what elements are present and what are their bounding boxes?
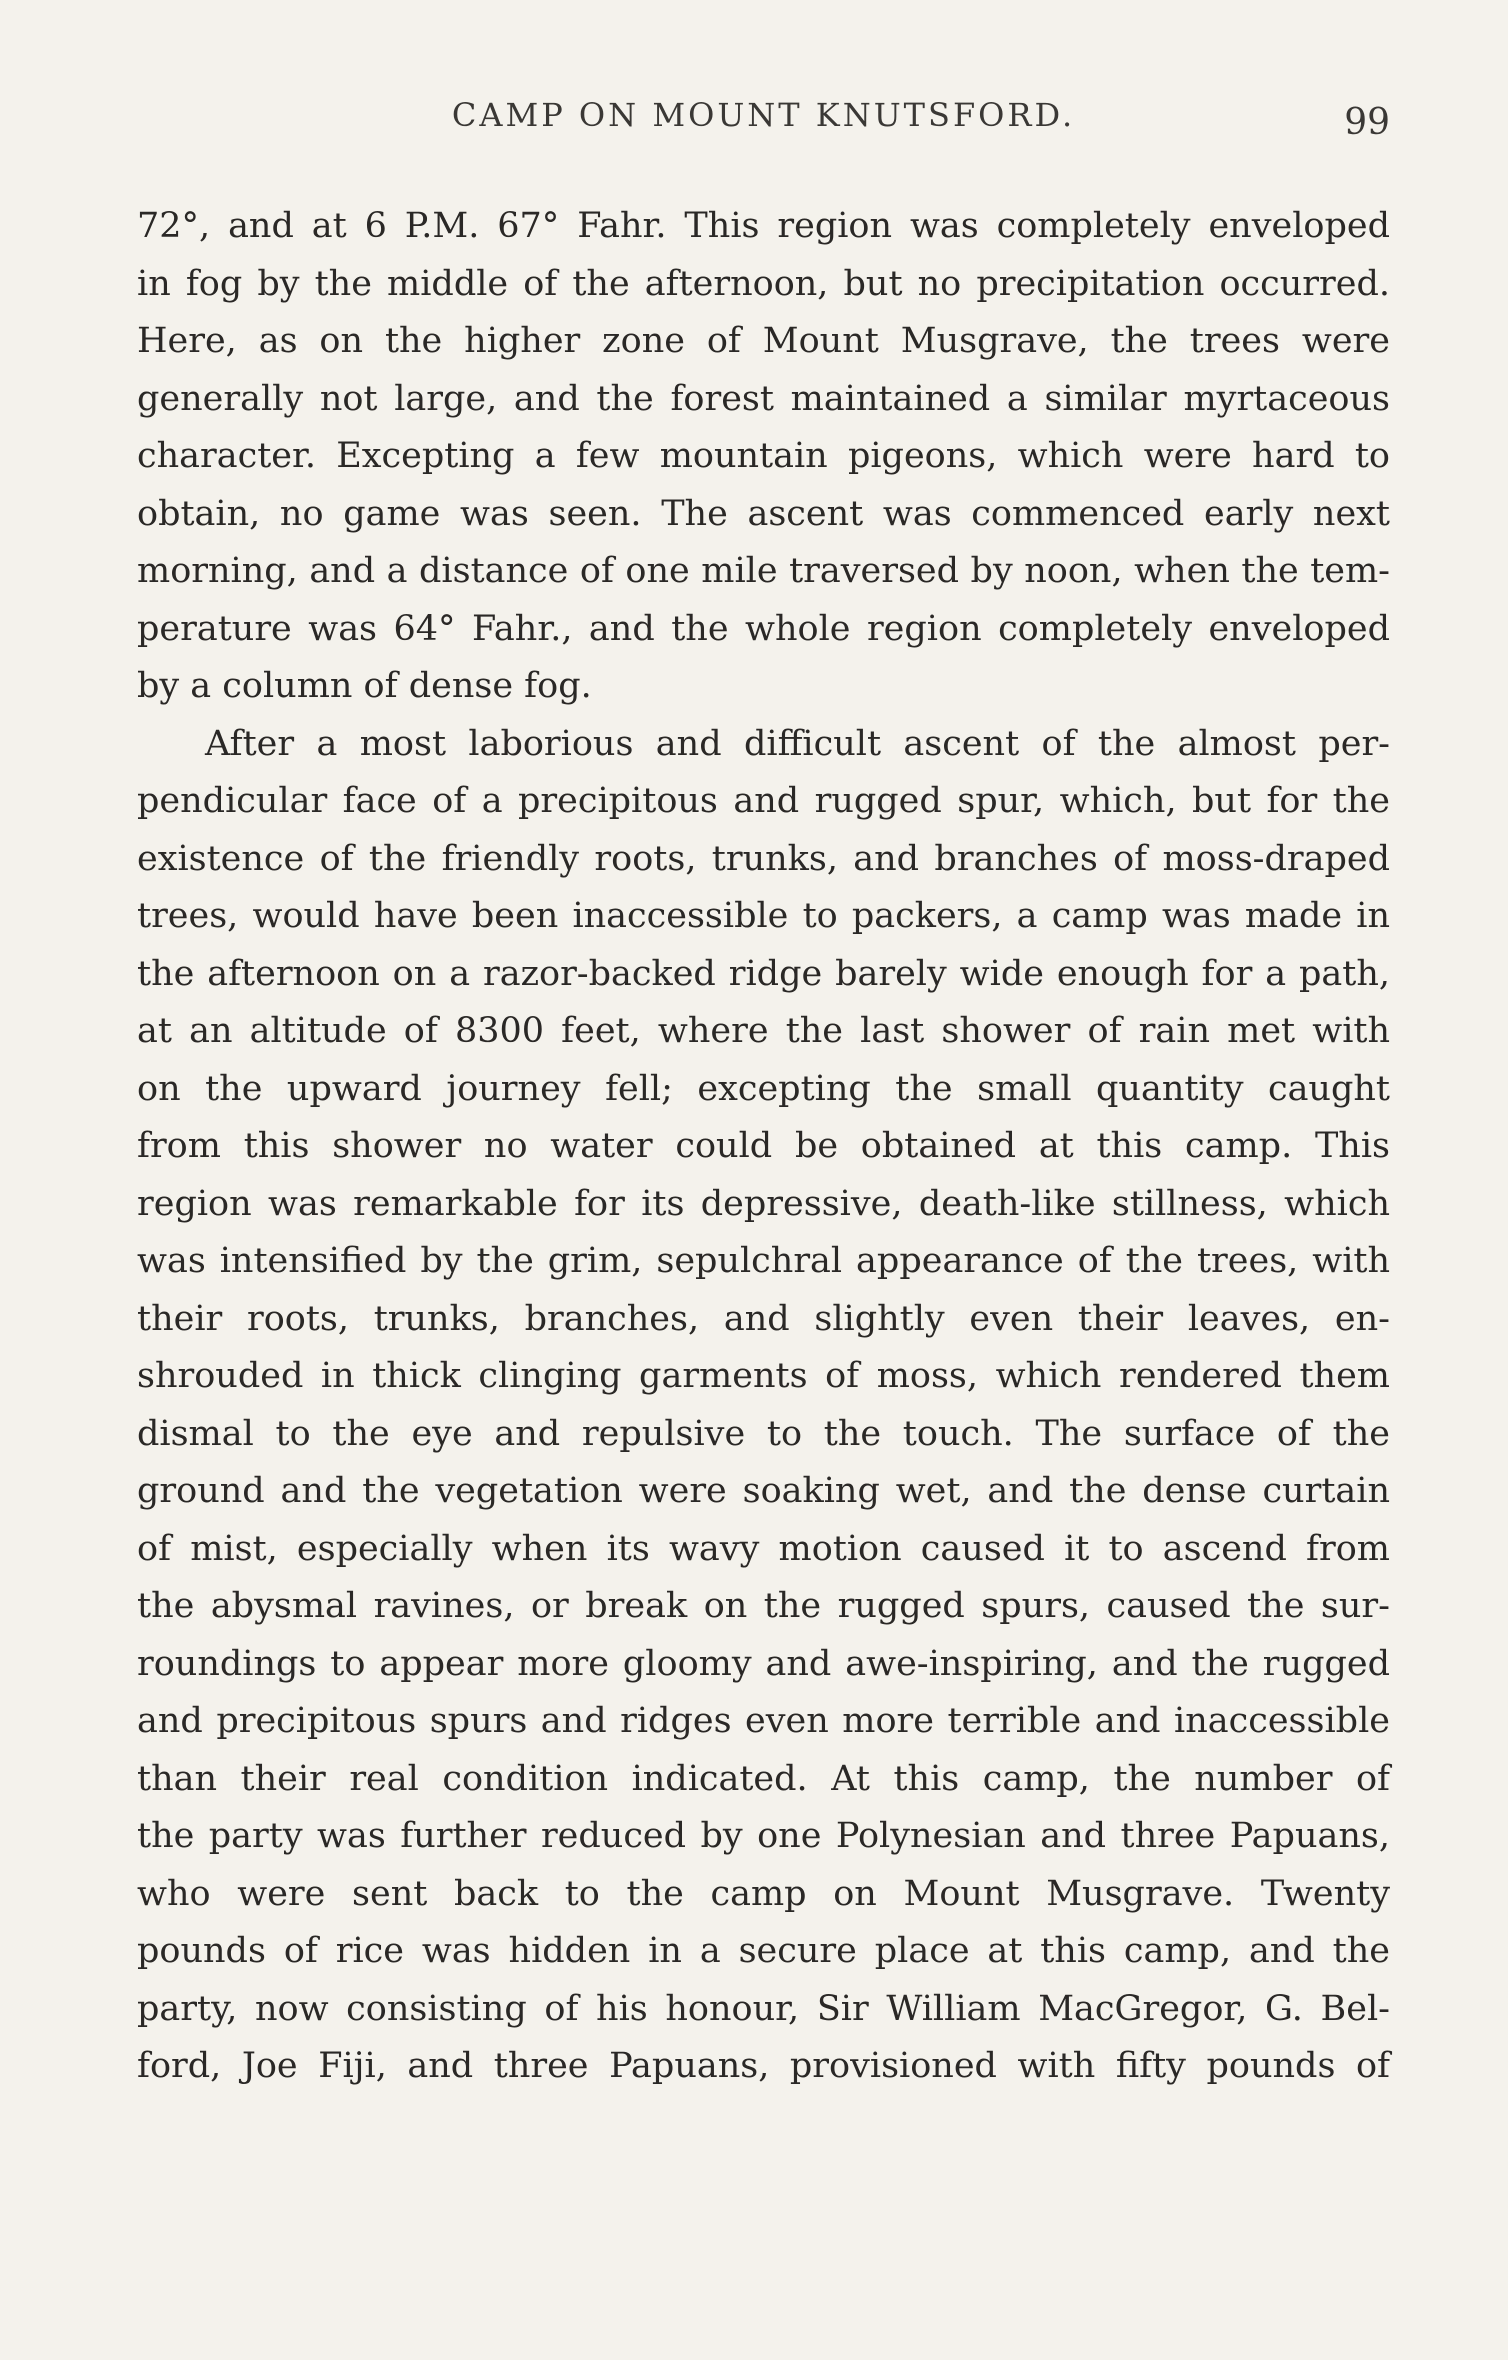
text-line: by a column of dense fog.: [137, 666, 592, 706]
text-line: on the upward journey fell; excepting the small quantity caught: [137, 1068, 1390, 1109]
text-line: party, now consisting of his honour, Sir William MacGregor, G. Bel-: [137, 1988, 1390, 2029]
text-line: pounds of rice was hidden in a secure place at this camp, and the: [137, 1931, 1390, 1971]
text-line: than their real condition indicated. At this camp, the number of: [137, 1758, 1390, 1799]
text-line: pendicular face of a precipitous and rugged spur, which, but for the: [137, 781, 1390, 821]
text-line: in fog by the middle of the afternoon, but no precipitation occurred.: [137, 263, 1390, 304]
running-head: [137, 88, 1390, 144]
text-line: existence of the friendly roots, trunks, and branches of moss-draped: [137, 838, 1390, 879]
running-title: CAMP ON MOUNT KNUTSFORD.: [451, 96, 1076, 134]
text-line: the afternoon on a razor-backed ridge barely wide enough for a path,: [137, 953, 1390, 994]
text-line: who were sent back to the camp on Mount Musgrave. Twenty: [137, 1873, 1390, 1914]
page-number: 99: [1344, 102, 1390, 143]
text-line: and precipitous spurs and ridges even more terrible and inaccessible: [137, 1701, 1390, 1741]
text-line: region was remarkable for its depressive, death-like stillness, which: [137, 1183, 1390, 1224]
text-line: dismal to the eye and repulsive to the touch. The surface of the: [137, 1413, 1390, 1454]
text-line: obtain, no game was seen. The ascent was commenced early next: [137, 493, 1390, 534]
text-line: the abysmal ravines, or break on the rugged spurs, caused the sur-: [137, 1586, 1390, 1626]
text-line: trees, would have been inaccessible to packers, a camp was made in: [137, 896, 1390, 936]
text-line: their roots, trunks, branches, and slightly even their leaves, en-: [137, 1298, 1390, 1339]
text-line: shrouded in thick clinging garments of moss, which rendered them: [137, 1356, 1390, 1396]
text-line: roundings to appear more gloomy and awe-inspiring, and the rugged: [137, 1643, 1390, 1684]
text-line: perature was 64° Fahr., and the whole region completely enveloped: [137, 608, 1390, 649]
text-line: Here, as on the higher zone of Mount Musgrave, the trees were: [137, 321, 1390, 361]
book-page: [137, 88, 1390, 2096]
body-text: [137, 198, 1390, 2096]
text-line: the party was further reduced by one Polynesian and three Papuans,: [137, 1816, 1390, 1856]
paragraph-first-line: After a most laborious and difficult ascent of the almost per-: [205, 723, 1390, 764]
text-line: 72°, and at 6 P.M. 67° Fahr. This region was completely enveloped: [137, 206, 1390, 246]
text-line: ground and the vegetation were soaking wet, and the dense curtain: [137, 1471, 1390, 1511]
text-line: morning, and a distance of one mile traversed by noon, when the tem-: [137, 551, 1390, 591]
text-line: of mist, especially when its wavy motion caused it to ascend from: [137, 1528, 1390, 1569]
text-line: from this shower no water could be obtained at this camp. This: [137, 1126, 1390, 1166]
text-line: character. Excepting a few mountain pigeons, which were hard to: [137, 436, 1390, 476]
text-line: at an altitude of 8300 feet, where the last shower of rain met with: [137, 1011, 1390, 1051]
text-line: ford, Joe Fiji, and three Papuans, provisioned with fifty pounds of: [137, 2046, 1390, 2086]
text-line: was intensified by the grim, sepulchral appearance of the trees, with: [137, 1241, 1390, 1281]
text-line: generally not large, and the forest maintained a similar myrtaceous: [137, 378, 1390, 419]
